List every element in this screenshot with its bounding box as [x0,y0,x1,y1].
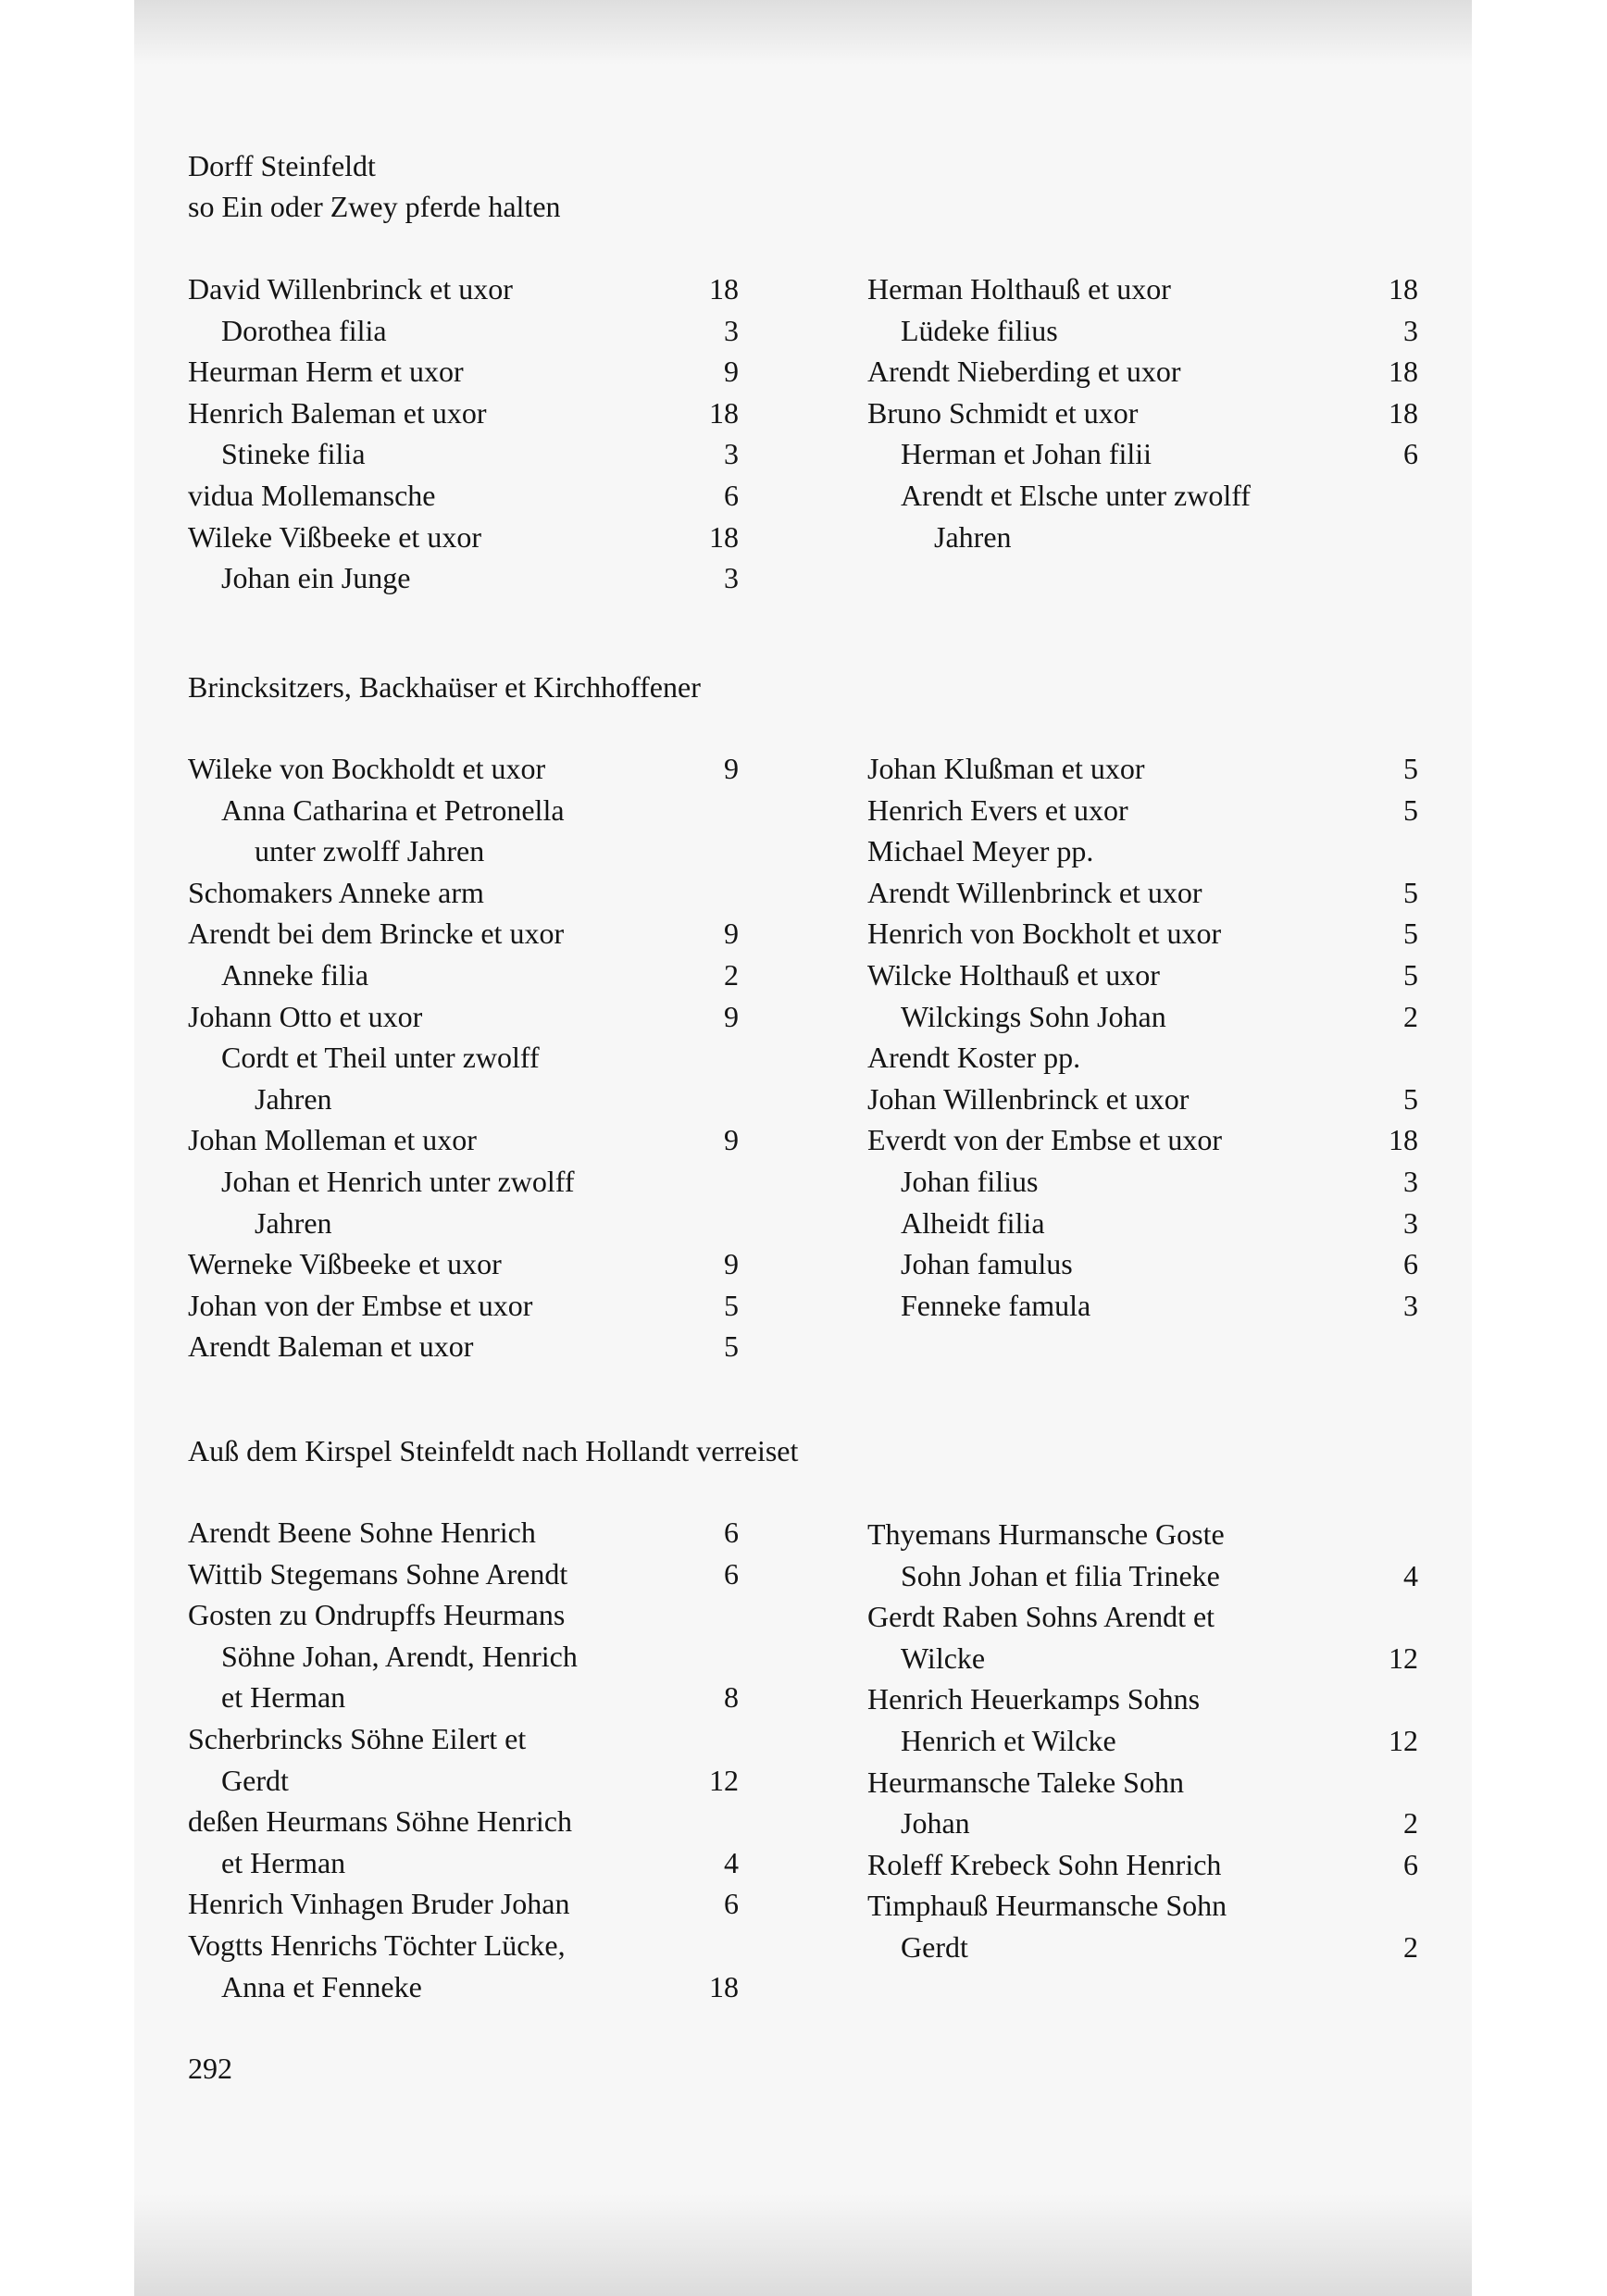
list-item [188,433,739,475]
entry-name: Arendt bei dem Brincke et uxor [188,917,565,951]
entry-count: 5 [1403,792,1418,827]
entry-name: Arendt Willenbrinck et uxor [867,875,1202,909]
list-item [867,1243,1418,1285]
list-item [188,1760,739,1802]
list-item [188,1119,739,1161]
list-item [867,830,1418,872]
list-item [867,517,1418,558]
list-item [188,1883,739,1925]
entry-count: 3 [1403,1205,1418,1240]
list-item [867,1803,1418,1844]
list-item [867,790,1418,831]
list-item [188,748,739,790]
entry-count: 9 [724,355,739,389]
entry-name: Stineke filia [221,437,366,471]
entry-count: 9 [724,1247,739,1281]
entry-name: vidua Mollemansche [188,478,436,512]
list-item [867,1203,1418,1244]
list-item [188,955,739,996]
entry-name: Wilcke [901,1641,986,1675]
entry-name: deßen Heurmans Söhne Henrich [188,1804,572,1839]
entry-name: et Herman [221,1680,346,1715]
list-item [867,433,1418,475]
list-item [188,1203,739,1244]
entry-count: 9 [724,999,739,1033]
entry-name: Henrich Baleman et uxor [188,395,487,430]
entry-count: 2 [724,957,739,992]
entry-name: Johan Molleman et uxor [188,1123,477,1157]
entry-count: 3 [1403,1164,1418,1198]
section3-right-column [867,1514,1418,1968]
section2-right-column [867,748,1418,1326]
list-item [867,1720,1418,1762]
list-item [867,748,1418,790]
entry-name: Werneke Vißbeeke et uxor [188,1247,502,1281]
entry-count: 2 [1403,1929,1418,1964]
entry-name: Wileke von Bockholdt et uxor [188,752,546,785]
entry-name: Anna Catharina et Petronella [221,792,565,827]
entry-name: Bruno Schmidt et uxor [867,395,1139,430]
entry-count: 12 [1389,1641,1418,1675]
entry-name: Thyemans Hurmansche Goste [867,1517,1225,1551]
list-item [188,517,739,558]
entry-count: 9 [724,1123,739,1157]
list-item [188,872,739,914]
entry-name: Anneke filia [221,957,369,992]
entry-count: 5 [724,1288,739,1322]
entry-count: 5 [1403,917,1418,951]
entry-name: et Herman [221,1845,346,1879]
list-item [188,1512,739,1554]
entry-name: Johan von der Embse et uxor [188,1288,533,1322]
entry-count: 5 [724,1329,739,1364]
section1-right-column [867,268,1418,557]
entry-count: 4 [1403,1558,1418,1592]
section2-left-column [188,748,739,1367]
list-item [867,475,1418,517]
entry-name: Anna et Fenneke [221,1969,422,2003]
list-item [188,790,739,831]
entry-name: Heurmansche Taleke Sohn [867,1765,1184,1799]
list-item [867,1161,1418,1203]
list-item [867,268,1418,310]
entry-name: Herman Holthauß et uxor [867,272,1171,306]
entry-count: 3 [724,561,739,595]
list-item [188,1925,739,1966]
entry-count: 18 [1389,272,1418,306]
entry-name: unter zwolff Jahren [255,834,485,868]
entry-name: Arendt et Elsche unter zwolff [901,478,1251,512]
entry-name: Johan filius [901,1164,1039,1198]
entry-name: Gerdt [221,1763,289,1797]
entry-count: 18 [709,1969,739,2003]
entry-name: Henrich Vinhagen Bruder Johan [188,1887,570,1921]
list-item [867,1285,1418,1327]
list-item [188,1594,739,1636]
entry-name: Scherbrincks Söhne Eilert et [188,1721,527,1755]
entry-count: 3 [724,437,739,471]
entry-name: Wileke Vißbeeke et uxor [188,519,481,554]
list-item [188,351,739,393]
entry-name: David Willenbrinck et uxor [188,272,513,306]
list-item [188,1554,739,1595]
entry-count: 18 [709,395,739,430]
entry-name: Johann Otto et uxor [188,999,423,1033]
entry-count: 5 [1403,752,1418,785]
page-number: 292 [188,2052,232,2085]
list-item [188,393,739,434]
entry-name: Roleff Krebeck Sohn Henrich [867,1847,1222,1881]
entry-name: Johan famulus [901,1247,1073,1281]
section2-heading: Brincksitzers, Backhaüser et Kirchhoffener [188,670,701,704]
entry-name: Alheidt filia [901,1205,1045,1240]
entry-count: 18 [709,519,739,554]
entry-name: Gerdt Raben Sohns Arendt et [867,1600,1215,1634]
list-item [188,1243,739,1285]
entry-name: Michael Meyer pp. [867,834,1094,868]
entry-name: Johan Willenbrinck et uxor [867,1081,1190,1116]
entry-name: Wilckings Sohn Johan [901,999,1166,1033]
entry-name: Johan ein Junge [221,561,411,595]
entry-count: 18 [1389,1123,1418,1157]
list-item [188,1801,739,1842]
entry-count: 3 [1403,1288,1418,1322]
entry-count: 3 [1403,313,1418,347]
entry-name: Arendt Baleman et uxor [188,1329,474,1364]
list-item [867,1119,1418,1161]
list-item [867,996,1418,1038]
list-item [188,1326,739,1367]
list-item [867,955,1418,996]
entry-name: Wilcke Holthauß et uxor [867,957,1160,992]
entry-count: 12 [709,1763,739,1797]
list-item [867,1678,1418,1720]
list-item [188,1966,739,2008]
list-item [867,1885,1418,1927]
village-title: Dorff Steinfeldt [188,149,376,182]
list-item [867,310,1418,352]
entry-name: Arendt Koster pp. [867,1041,1081,1075]
entry-name: Fenneke famula [901,1288,1091,1322]
entry-name: Johan Klußman et uxor [867,752,1145,785]
entry-name: Schomakers Anneke arm [188,875,484,909]
entry-count: 6 [1403,1247,1418,1281]
list-item [867,1037,1418,1079]
entry-name: Lüdeke filius [901,313,1058,347]
entry-count: 6 [724,1556,739,1591]
entry-name: Gosten zu Ondrupffs Heurmans [188,1598,566,1632]
entry-count: 9 [724,917,739,951]
list-item [188,1285,739,1327]
entry-count: 6 [1403,437,1418,471]
list-item [867,872,1418,914]
entry-count: 8 [724,1680,739,1715]
list-item [867,393,1418,434]
entry-name: Söhne Johan, Arendt, Henrich [221,1639,578,1673]
list-item [188,1842,739,1884]
section3-heading: Auß dem Kirspel Steinfeldt nach Hollandt verreiset [188,1434,799,1467]
entry-name: Henrich Evers et uxor [867,792,1128,827]
list-item [867,1079,1418,1120]
list-item [188,1079,739,1120]
entry-name: Jahren [934,519,1012,554]
list-item [188,1718,739,1760]
entry-count: 6 [1403,1847,1418,1881]
list-item [188,1037,739,1079]
list-item [867,1844,1418,1886]
list-item [188,268,739,310]
section1-left-column [188,268,739,599]
list-item [867,1638,1418,1679]
entry-name: Henrich Heuerkamps Sohns [867,1682,1201,1716]
list-item [867,351,1418,393]
entry-name: Sohn Johan et filia Trineke [901,1558,1220,1592]
entry-name: Jahren [255,1081,332,1116]
list-item [867,913,1418,955]
list-item [188,830,739,872]
entry-count: 3 [724,313,739,347]
entry-name: Johan [901,1806,970,1841]
village-subtitle: so Ein oder Zwey pferde halten [188,190,561,223]
list-item [188,1636,739,1678]
list-item [188,1161,739,1203]
list-item [867,1596,1418,1638]
entry-name: Dorothea filia [221,313,387,347]
entry-name: Heurman Herm et uxor [188,355,464,389]
list-item [188,557,739,599]
list-item [188,1677,739,1718]
entry-count: 2 [1403,1806,1418,1841]
entry-name: Arendt Beene Sohne Henrich [188,1516,536,1549]
entry-name: Arendt Nieberding et uxor [867,355,1181,389]
entry-name: Jahren [255,1205,332,1240]
entry-name: Everdt von der Embse et uxor [867,1123,1222,1157]
entry-count: 18 [1389,355,1418,389]
entry-count: 2 [1403,999,1418,1033]
list-item [188,996,739,1038]
list-item [867,1555,1418,1597]
entry-name: Johan et Henrich unter zwolff [221,1164,575,1198]
entry-name: Vogtts Henrichs Töchter Lücke, [188,1928,566,1962]
list-item [867,1927,1418,1968]
entry-count: 18 [709,272,739,306]
entry-name: Henrich et Wilcke [901,1723,1116,1757]
entry-name: Wittib Stegemans Sohne Arendt [188,1556,568,1591]
entry-count: 9 [724,752,739,785]
entry-name: Gerdt [901,1929,968,1964]
entry-count: 4 [724,1845,739,1879]
entry-count: 18 [1389,395,1418,430]
list-item [867,1762,1418,1803]
list-item [188,475,739,517]
entry-count: 6 [724,1516,739,1549]
entry-count: 12 [1389,1723,1418,1757]
entry-count: 5 [1403,957,1418,992]
entry-count: 5 [1403,1081,1418,1116]
entry-name: Timphauß Heurmansche Sohn [867,1889,1227,1923]
list-item [188,310,739,352]
entry-name: Henrich von Bockholt et uxor [867,917,1222,951]
entry-name: Herman et Johan filii [901,437,1152,471]
entry-count: 6 [724,1887,739,1921]
entry-count: 5 [1403,875,1418,909]
entry-count: 6 [724,478,739,512]
list-item [188,913,739,955]
entry-name: Cordt et Theil unter zwolff [221,1041,540,1075]
list-item [867,1514,1418,1555]
section3-left-column [188,1512,739,2007]
